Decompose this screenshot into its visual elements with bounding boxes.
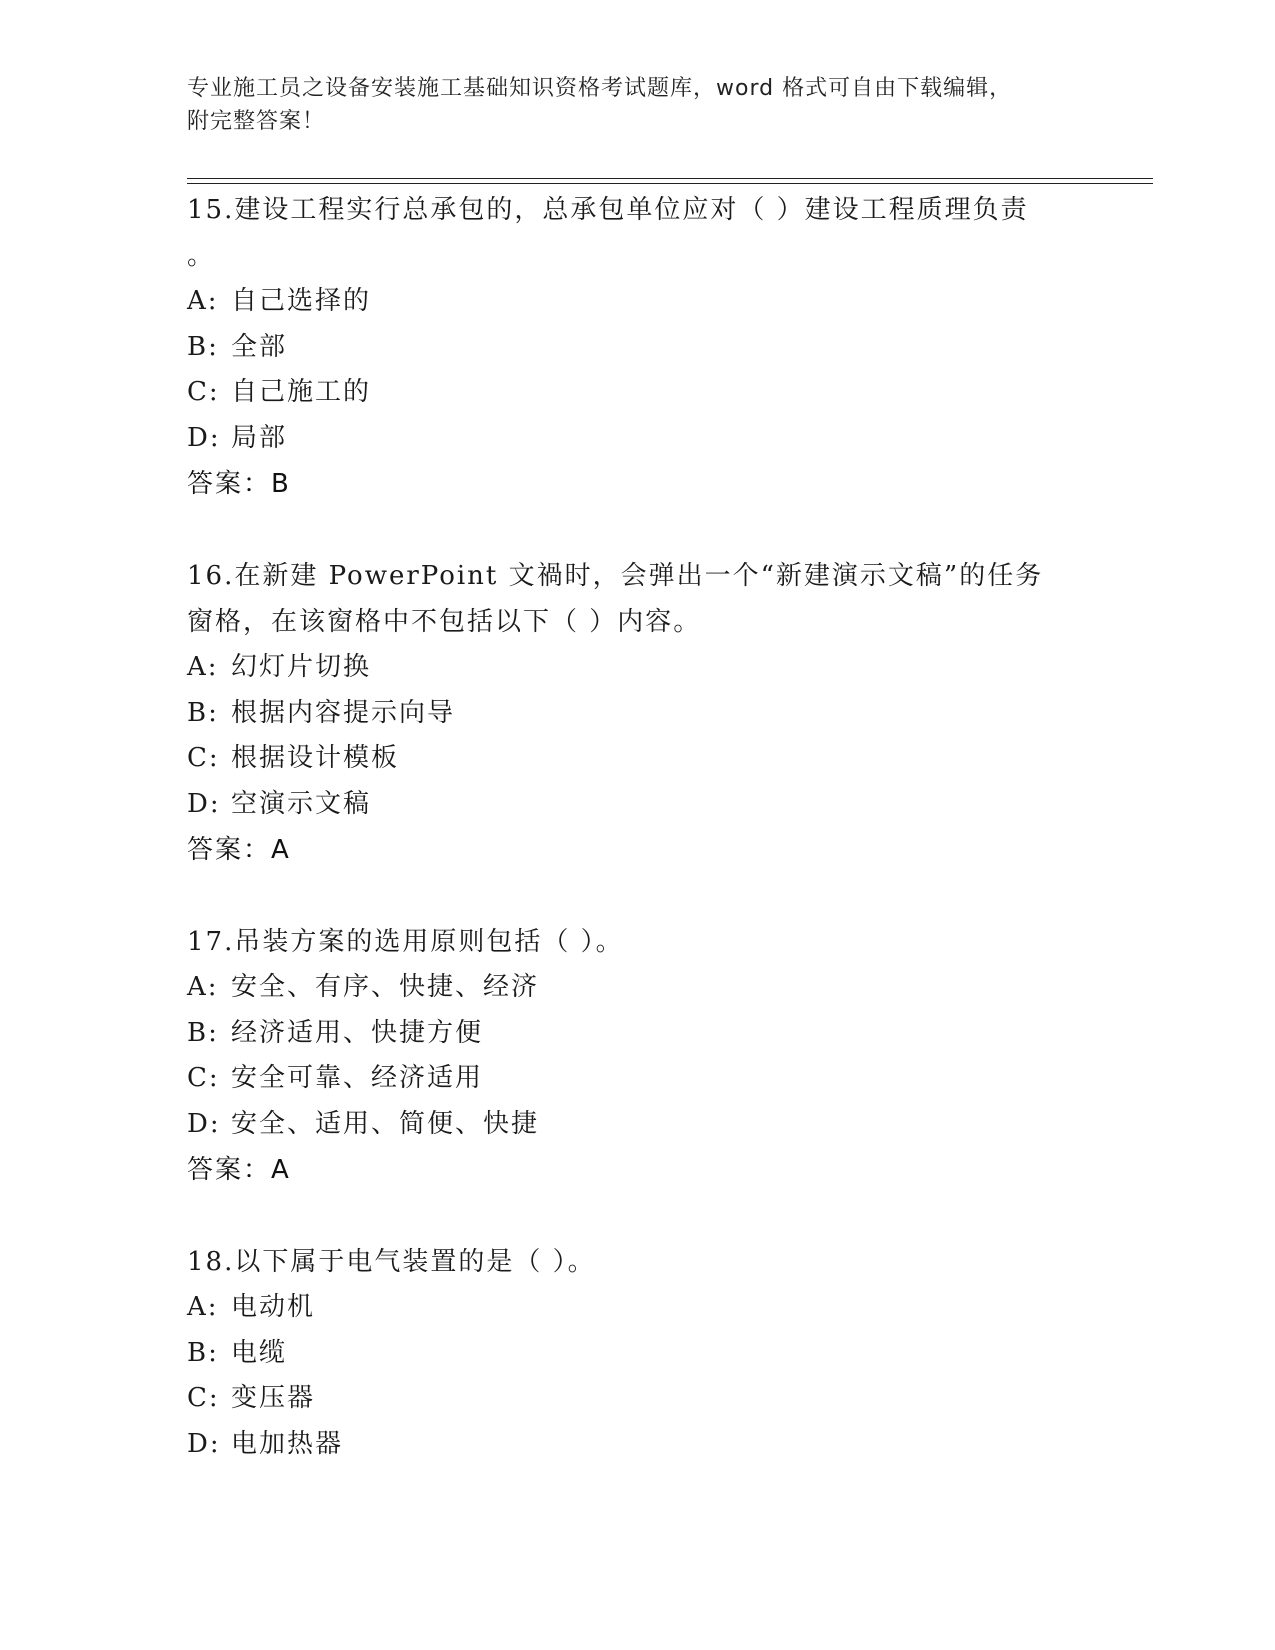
option-b	[187, 1011, 1087, 1057]
option-text: 根据内容提示向导	[231, 697, 456, 728]
question-stem: 17.吊装方案的选用原则包括（ ）。	[187, 927, 624, 957]
option-a	[187, 279, 1087, 325]
option-text: 幻灯片切换	[231, 652, 372, 682]
option-letter: C:	[187, 377, 220, 407]
option-text: 变压器	[231, 1383, 316, 1413]
option-text: 电加热器	[231, 1428, 344, 1459]
header-divider-bottom	[187, 183, 1153, 184]
question-16	[187, 553, 1087, 873]
header-divider-top	[187, 178, 1153, 179]
option-letter: B:	[187, 697, 219, 728]
option-letter: B:	[187, 331, 219, 362]
answer-line: 答案：A	[187, 835, 291, 865]
option-letter: A:	[187, 652, 219, 682]
option-text: 局部	[231, 422, 288, 453]
option-letter: D:	[187, 1108, 221, 1139]
question-stem-continued: 。	[187, 241, 216, 271]
option-letter: C:	[187, 1063, 220, 1093]
option-b	[187, 325, 1087, 371]
option-a	[187, 965, 1087, 1011]
option-text: 电动机	[231, 1292, 316, 1322]
option-text: 电缆	[231, 1337, 288, 1368]
question-15	[187, 187, 1087, 507]
question-stem: 18.以下属于电气装置的是（ ）。	[187, 1247, 596, 1277]
option-b	[187, 1331, 1087, 1377]
option-c	[187, 370, 1087, 416]
question-18	[187, 1239, 1087, 1467]
option-text: 自己选择的	[231, 286, 372, 316]
option-letter: A:	[187, 286, 219, 316]
option-text: 空演示文稿	[231, 788, 372, 819]
option-d	[187, 416, 1087, 462]
header-line-2: 附完整答案！	[187, 109, 326, 134]
option-text: 安全可靠、经济适用	[231, 1063, 484, 1093]
option-letter: C:	[187, 1383, 220, 1413]
option-letter: A:	[187, 1292, 219, 1322]
option-b	[187, 691, 1087, 737]
option-letter: D:	[187, 788, 221, 819]
option-a	[187, 645, 1087, 691]
option-d	[187, 1422, 1087, 1468]
document-header	[187, 72, 1087, 138]
option-text: 全部	[231, 331, 288, 362]
option-text: 根据设计模板	[231, 743, 400, 773]
option-letter: A:	[187, 972, 219, 1002]
option-text: 安全、适用、简便、快捷	[231, 1108, 540, 1139]
question-stem-continued: 窗格，在该窗格中不包括以下（ ）内容。	[187, 607, 702, 637]
question-list	[187, 187, 1087, 1467]
option-d	[187, 1102, 1087, 1148]
option-text: 安全、有序、快捷、经济	[231, 972, 540, 1002]
option-a	[187, 1285, 1087, 1331]
option-c	[187, 736, 1087, 782]
option-letter: D:	[187, 1428, 221, 1459]
question-stem: 16.在新建 PowerPoint 文禍时，会弹出一个“新建演示文稿”的任务	[187, 561, 1044, 591]
question-stem: 15.建设工程实行总承包的，总承包单位应对（ ）建设工程质理负责	[187, 195, 1029, 225]
question-17	[187, 919, 1087, 1193]
option-text: 经济适用、快捷方便	[231, 1017, 484, 1048]
option-letter: C:	[187, 743, 220, 773]
answer-line: 答案：A	[187, 1155, 291, 1185]
option-letter: D:	[187, 422, 221, 453]
option-text: 自己施工的	[231, 377, 372, 407]
option-letter: B:	[187, 1017, 219, 1048]
answer-line: 答案：B	[187, 469, 291, 499]
option-d	[187, 782, 1087, 828]
option-c	[187, 1376, 1087, 1422]
option-c	[187, 1056, 1087, 1102]
header-line-1: 专业施工员之设备安装施工基础知识资格考试题库，word 格式可自由下载编辑，	[187, 76, 1013, 101]
option-letter: B:	[187, 1337, 219, 1368]
